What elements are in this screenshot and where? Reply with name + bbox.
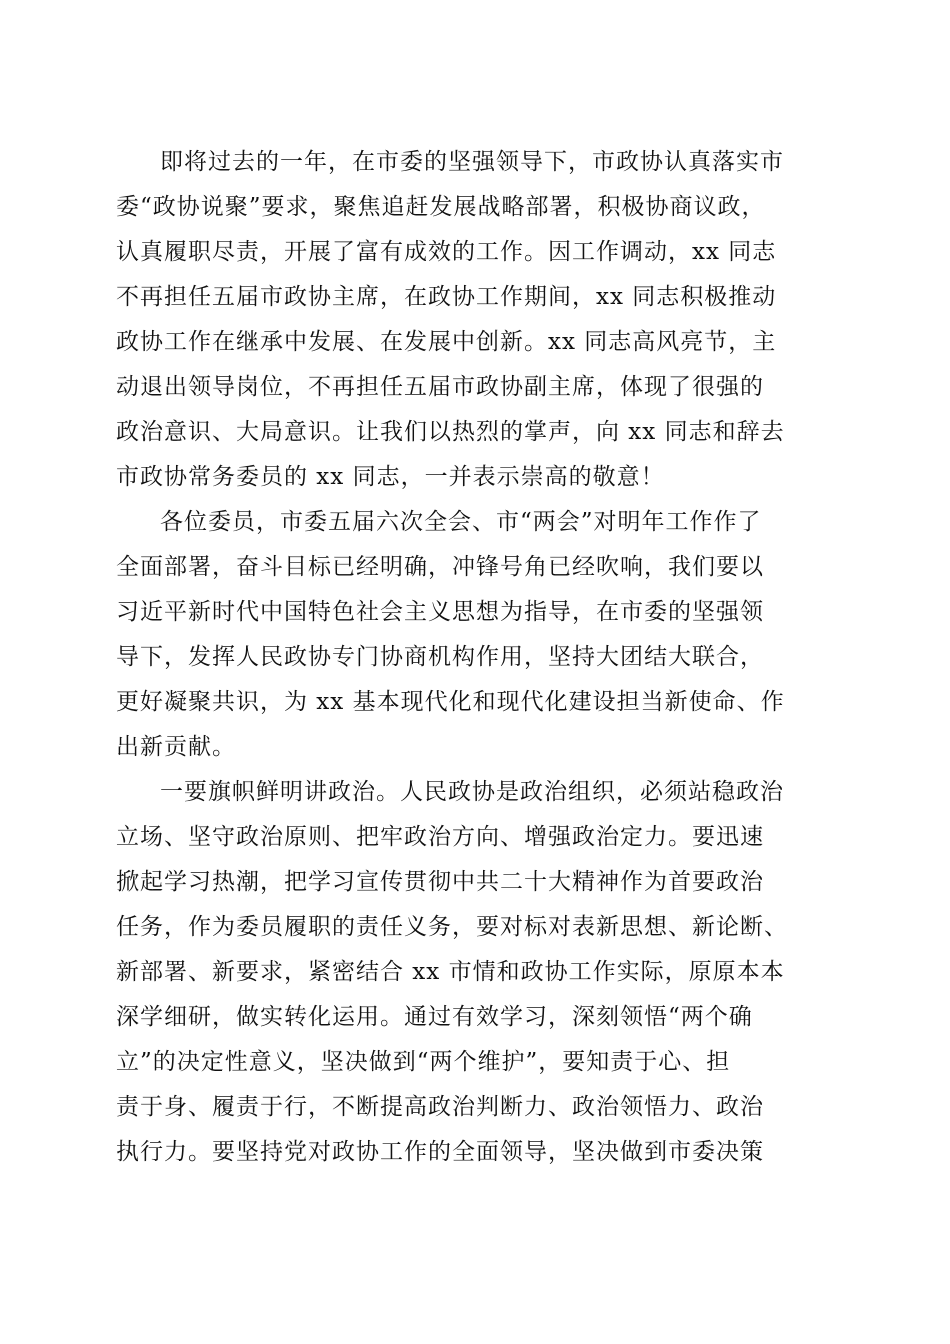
- text-line: 导下，发挥人民政协专门协商机构作用，坚持大团结大联合，: [116, 644, 764, 670]
- text-line: 习近平新时代中国特色社会主义思想为指导，在市委的坚强领: [116, 599, 764, 625]
- text-line: 新部署、新要求，紧密结合 xx 市情和政协工作实际，原原本本: [116, 959, 785, 985]
- text-line: 立场、坚守政治原则、把牢政治方向、增强政治定力。要迅速: [116, 824, 764, 850]
- text-line: 认真履职尽责，开展了富有成效的工作。因工作调动，xx 同志: [116, 239, 777, 265]
- text-line: 责于身、履责于行，不断提高政治判断力、政治领悟力、政治: [116, 1094, 764, 1120]
- text-line: 市政协常务委员的 xx 同志，一并表示崇高的敬意！: [116, 464, 665, 490]
- paragraph-2: [116, 500, 836, 770]
- paragraph-1: [116, 140, 836, 500]
- text-line: 任务，作为委员履职的责任义务，要对标对表新思想、新论断、: [116, 914, 788, 940]
- document-body: [116, 140, 836, 1175]
- text-line: 政协工作在继承中发展、在发展中创新。xx 同志高风亮节，主: [116, 329, 777, 355]
- text-line: 即将过去的一年，在市委的坚强领导下，市政协认真落实市: [160, 149, 784, 175]
- text-line: 委“政协说聚”要求，聚焦追赶发展战略部署，积极协商议政，: [116, 194, 766, 220]
- text-line: 不再担任五届市政协主席，在政协工作期间，xx 同志积极推动: [116, 284, 777, 310]
- text-line: 执行力。要坚持党对政协工作的全面领导，坚决做到市委决策: [116, 1139, 764, 1165]
- text-line: 全面部署，奋斗目标已经明确，冲锋号角已经吹响，我们要以: [116, 554, 764, 580]
- text-line: 一要旗帜鲜明讲政治。人民政协是政治组织，必须站稳政治: [160, 779, 784, 805]
- text-line: 政治意识、大局意识。让我们以热烈的掌声，向 xx 同志和辞去: [116, 419, 785, 445]
- text-line: 深学细研，做实转化运用。通过有效学习，深刻领悟“两个确: [116, 1004, 753, 1030]
- paragraph-3: [116, 770, 836, 1175]
- text-line: 各位委员，市委五届六次全会、市“两会”对明年工作作了: [160, 509, 762, 535]
- text-line: 动退出领导岗位，不再担任五届市政协副主席，体现了很强的: [116, 374, 764, 400]
- text-line: 更好凝聚共识，为 xx 基本现代化和现代化建设担当新使命、作: [116, 689, 785, 715]
- text-line: 出新贡献。: [116, 734, 236, 760]
- text-line: 立”的决定性意义，坚决做到“两个维护”，要知责于心、担: [116, 1049, 731, 1075]
- text-line: 掀起学习热潮，把学习宣传贯彻中共二十大精神作为首要政治: [116, 869, 764, 895]
